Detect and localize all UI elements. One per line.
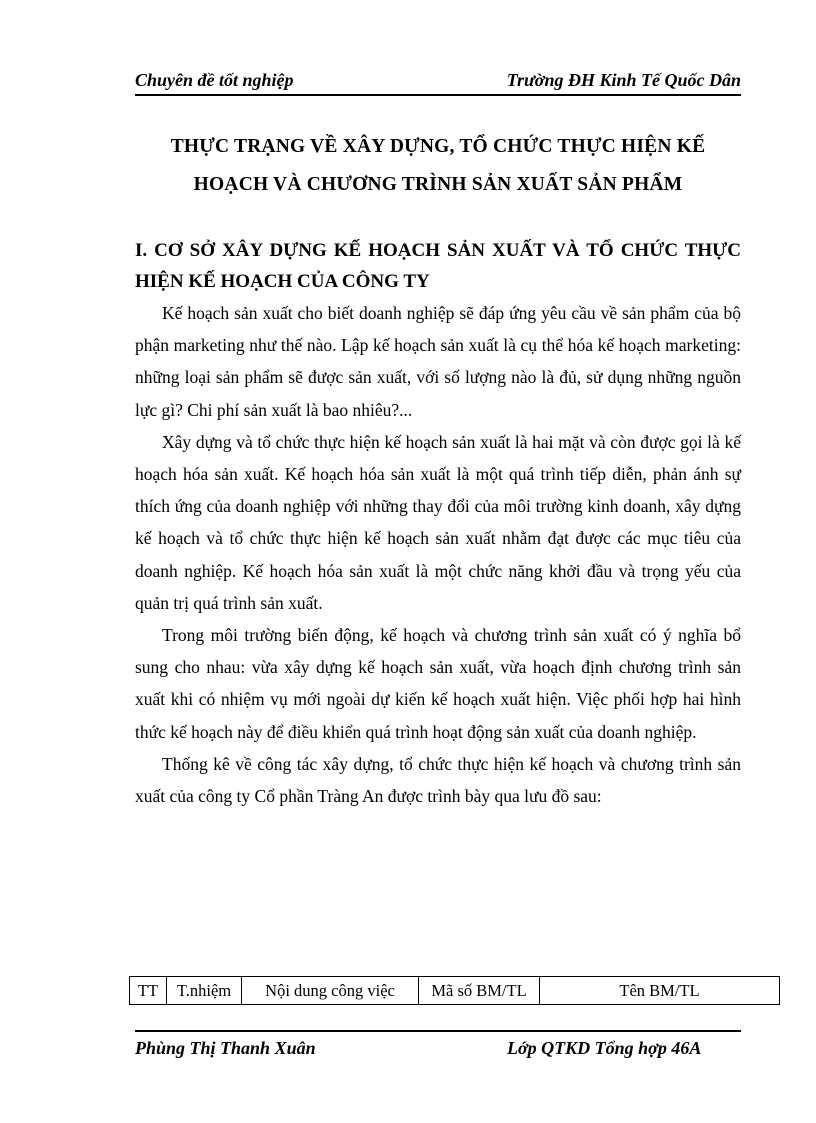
flowchart-table: [129, 976, 780, 1005]
chapter-title-line-2: HOẠCH VÀ CHƯƠNG TRÌNH SẢN XUẤT SẢN PHẨM: [193, 174, 683, 195]
flowchart-table-grid: [129, 976, 780, 1005]
col-header-tt: TT: [130, 977, 167, 1005]
paragraph-4: Thống kê về công tác xây dựng, tổ chức thực hiện kế hoạch và chương trình sản xuất của công ty Cổ phần Tràng An được trình bày qua lưu đồ sau:: [135, 753, 741, 807]
paragraph-3: Trong môi trường biến động, kế hoạch và chương trình sản xuất có ý nghĩa bổ sung cho nhau: vừa xây dựng kế hoạch sản xuất, vừa hoạch định chương trình sản xuất khi có nhiệm vụ mới ngoài dự kiến kế hoạch xuất hiện. Việc phối hợp hai hình thức kế hoạch này để điều khiển quá trình hoạt động sản xuất của doanh nghiệp.: [135, 625, 741, 742]
body-text: [135, 297, 741, 812]
chapter-title-line-1: THỰC TRẠNG VỀ XÂY DỰNG, TỔ CHỨC THỰC HIỆN KẾ: [170, 136, 706, 157]
header-course-label: Chuyên đề tốt nghiệp: [135, 70, 294, 90]
table-header-row: [130, 977, 780, 1005]
page-footer: [135, 1030, 741, 1062]
paragraph-2: Xây dựng và tổ chức thực hiện kế hoạch sản xuất là hai mặt và còn được gọi là kế hoạch hóa sản xuất. Kế hoạch hóa sản xuất là một quá trình tiếp diễn, phản ánh sự thích ứng của doanh nghiệp với những thay đổi của môi trường kinh doanh, xây dựng kế hoạch và tổ chức thực hiện kế hoạch sản xuất nhằm đạt được các mục tiêu của doanh nghiệp. Kế hoạch hóa sản xuất là một chức năng khởi đầu và trọng yếu của quản trị quá trình sản xuất.: [135, 431, 741, 613]
section-heading: I. CƠ SỞ XÂY DỰNG KẾ HOẠCH SẢN XUẤT VÀ TỔ CHỨC THỰC HIỆN KẾ HOẠCH CỦA CÔNG TY: [135, 240, 741, 292]
footer-class: Lớp QTKD Tổng hợp 46A: [507, 1038, 702, 1058]
chapter-title: [120, 128, 756, 204]
col-header-form-name: Tên BM/TL: [540, 977, 780, 1005]
paragraph-1: Kế hoạch sản xuất cho biết doanh nghiệp sẽ đáp ứng yêu cầu về sản phẩm của bộ phận marketing như thế nào. Lập kế hoạch sản xuất là cụ thể hóa kế hoạch marketing: những loại sản phẩm sẽ được sản xuất, với số lượng nào là đủ, sử dụng những nguồn lực gì? Chi phí sản xuất là bao nhiêu?...: [135, 303, 741, 420]
page-header: [135, 68, 741, 96]
col-header-task-content: Nội dung công việc: [242, 977, 419, 1005]
col-header-form-code: Mã số BM/TL: [419, 977, 540, 1005]
col-header-responsibility: T.nhiệm: [167, 977, 242, 1005]
footer-author: Phùng Thị Thanh Xuân: [135, 1038, 316, 1058]
header-university-label: Trường ĐH Kinh Tế Quốc Dân: [506, 70, 741, 90]
